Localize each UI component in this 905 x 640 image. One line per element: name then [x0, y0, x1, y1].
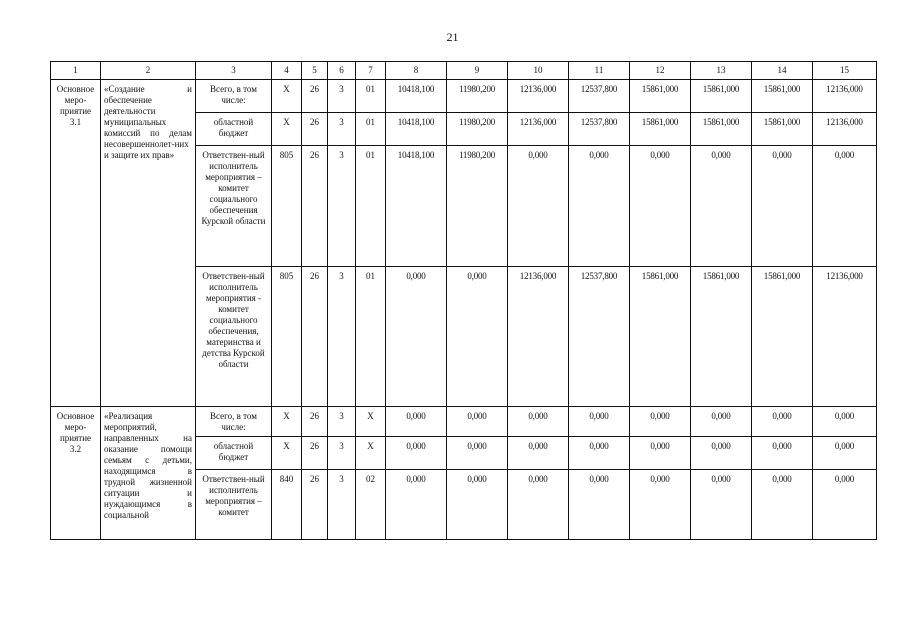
value-cell: 0,000 [813, 437, 877, 470]
value-cell: 12136,000 [508, 80, 569, 113]
column-header: 4 [272, 62, 302, 80]
value-cell: 12136,000 [508, 267, 569, 407]
value-cell: 0,000 [813, 407, 877, 437]
column-header: 2 [101, 62, 196, 80]
code-cell: 805 [272, 267, 302, 407]
value-cell: 0,000 [508, 470, 569, 540]
code-cell: X [356, 437, 386, 470]
value-cell: 15861,000 [691, 80, 752, 113]
code-cell: 3 [328, 437, 356, 470]
page-number: 21 [446, 30, 459, 44]
value-cell: 0,000 [691, 146, 752, 267]
code-cell: 26 [302, 146, 328, 267]
value-cell: 0,000 [386, 470, 447, 540]
value-cell: 0,000 [630, 437, 691, 470]
value-cell: 0,000 [508, 437, 569, 470]
code-cell: 26 [302, 113, 328, 146]
code-cell: X [272, 407, 302, 437]
value-cell: 0,000 [752, 407, 813, 437]
column-header: 11 [569, 62, 630, 80]
table-header-row [51, 62, 877, 80]
column-header: 1 [51, 62, 101, 80]
code-cell: 01 [356, 80, 386, 113]
value-cell: 12537,800 [569, 113, 630, 146]
value-cell: 0,000 [630, 407, 691, 437]
value-cell: 0,000 [752, 146, 813, 267]
code-cell: 26 [302, 80, 328, 113]
event-cell: Основное меро-приятие 3.1 [51, 80, 101, 407]
value-cell: 12136,000 [813, 267, 877, 407]
description-cell: «Создание и обеспечение деятельности муниципальных комиссий по делам несовершеннолет-них и защите их прав» [101, 80, 196, 407]
column-header: 10 [508, 62, 569, 80]
code-cell: X [356, 407, 386, 437]
code-cell: 3 [328, 146, 356, 267]
code-cell: X [272, 113, 302, 146]
code-cell: 01 [356, 267, 386, 407]
value-cell: 0,000 [569, 407, 630, 437]
event-cell: Основное меро-приятие 3.2 [51, 407, 101, 540]
table-row [51, 407, 877, 437]
source-cell: Всего, в том числе: [196, 407, 272, 437]
code-cell: 3 [328, 470, 356, 540]
value-cell: 15861,000 [691, 113, 752, 146]
column-header: 8 [386, 62, 447, 80]
value-cell: 15861,000 [752, 267, 813, 407]
value-cell: 12136,000 [508, 113, 569, 146]
source-cell: Ответствен-ный исполнитель мероприятия – комитет [196, 470, 272, 540]
value-cell: 12136,000 [813, 113, 877, 146]
table-row [51, 80, 877, 113]
value-cell: 10418,100 [386, 146, 447, 267]
code-cell: 26 [302, 437, 328, 470]
column-header: 13 [691, 62, 752, 80]
code-cell: 01 [356, 146, 386, 267]
value-cell: 0,000 [447, 407, 508, 437]
source-cell: Ответствен-ный исполнитель мероприятия - комитет социального обеспечения, материнства и детства Курской области [196, 267, 272, 407]
value-cell: 0,000 [752, 470, 813, 540]
code-cell: 26 [302, 470, 328, 540]
source-cell: Всего, в том числе: [196, 80, 272, 113]
value-cell: 0,000 [630, 146, 691, 267]
column-header: 7 [356, 62, 386, 80]
value-cell: 0,000 [691, 407, 752, 437]
value-cell: 15861,000 [752, 113, 813, 146]
code-cell: 3 [328, 267, 356, 407]
value-cell: 11980,200 [447, 146, 508, 267]
source-cell: областной бюджет [196, 437, 272, 470]
value-cell: 10418,100 [386, 80, 447, 113]
value-cell: 15861,000 [691, 267, 752, 407]
value-cell: 15861,000 [630, 267, 691, 407]
value-cell: 0,000 [386, 267, 447, 407]
column-header: 12 [630, 62, 691, 80]
code-cell: 01 [356, 113, 386, 146]
value-cell: 12136,000 [813, 80, 877, 113]
code-cell: 3 [328, 407, 356, 437]
value-cell: 0,000 [813, 146, 877, 267]
column-header: 6 [328, 62, 356, 80]
code-cell: 3 [328, 113, 356, 146]
code-cell: X [272, 80, 302, 113]
value-cell: 0,000 [386, 437, 447, 470]
column-header: 3 [196, 62, 272, 80]
value-cell: 0,000 [508, 146, 569, 267]
source-cell: областной бюджет [196, 113, 272, 146]
value-cell: 0,000 [569, 146, 630, 267]
value-cell: 10418,100 [386, 113, 447, 146]
code-cell: 26 [302, 407, 328, 437]
value-cell: 0,000 [447, 267, 508, 407]
code-cell: 805 [272, 146, 302, 267]
value-cell: 0,000 [386, 407, 447, 437]
budget-table [50, 61, 877, 540]
value-cell: 15861,000 [630, 80, 691, 113]
value-cell: 0,000 [569, 437, 630, 470]
column-header: 9 [447, 62, 508, 80]
value-cell: 0,000 [508, 407, 569, 437]
value-cell: 0,000 [447, 470, 508, 540]
code-cell: X [272, 437, 302, 470]
code-cell: 3 [328, 80, 356, 113]
code-cell: 840 [272, 470, 302, 540]
value-cell: 15861,000 [752, 80, 813, 113]
value-cell: 0,000 [691, 470, 752, 540]
value-cell: 12537,800 [569, 80, 630, 113]
value-cell: 0,000 [813, 470, 877, 540]
code-cell: 02 [356, 470, 386, 540]
code-cell: 26 [302, 267, 328, 407]
value-cell: 0,000 [447, 437, 508, 470]
column-header: 14 [752, 62, 813, 80]
value-cell: 12537,800 [569, 267, 630, 407]
column-header: 5 [302, 62, 328, 80]
value-cell: 0,000 [752, 437, 813, 470]
source-cell: Ответствен-ный исполнитель мероприятия – комитет социального обеспечения Курской области [196, 146, 272, 267]
value-cell: 15861,000 [630, 113, 691, 146]
description-cell: «Реализация мероприятий, направленных на оказание помощи семьям с детьми, находящимся в трудной жизненной ситуации и нуждающимся в социальной [101, 407, 196, 540]
value-cell: 0,000 [569, 470, 630, 540]
value-cell: 0,000 [691, 437, 752, 470]
value-cell: 11980,200 [447, 113, 508, 146]
column-header: 15 [813, 62, 877, 80]
value-cell: 0,000 [630, 470, 691, 540]
value-cell: 11980,200 [447, 80, 508, 113]
